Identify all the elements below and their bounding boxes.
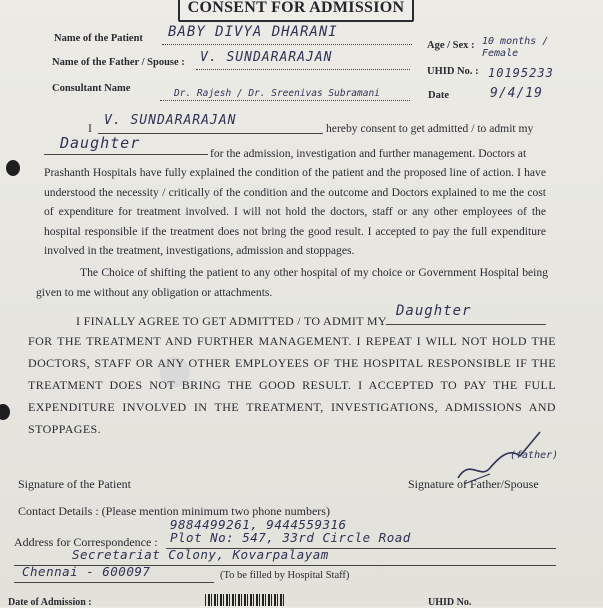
address-line-2: Secretariat Colony, Kovarpalayam [72, 547, 329, 562]
father-signature-note: (father) [510, 450, 559, 461]
consent-paragraph-1: Prashanth Hospitals have fully explained the condition of the patient and the proposed line of action. I have understood the necessity / critically of the condition and the outcome and Doctors explained to me the cost of expenditure for treatment involved. I will not hold the doctors, staff or any other employees of the hospital responsible if the treatment does not bring the good result. I accepted to pay the full expenditure involved in the treatment, investigations, admission and stoppages. [44, 166, 546, 258]
contact-details-label: Contact Details : (Please mention minimum two phone numbers) [18, 504, 330, 518]
date-value: 9/4/19 [490, 86, 543, 101]
consent-paragraph-2: The Choice of shifting the patient to any other hospital of my choice or Government Hospital being given to me without any obligation or attachments. [36, 266, 548, 299]
consent-relation-line [44, 154, 208, 155]
agree-relation-value: Daughter [396, 303, 472, 319]
date-label: Date [428, 90, 449, 101]
uhid-label: UHID No. : [427, 66, 479, 77]
patient-name-label: Name of the Patient [54, 33, 143, 44]
agreement-caps-paragraph: FOR THE TREATMENT AND FURTHER MANAGEMENT. I REPEAT I WILL NOT HOLD THE DOCTORS, STAFF OR ANY OTHER EMPLOYEES OF THE HOSPITAL RESPONSIBLE IF THE TREATMENT DOES NOT BRING THE GOOD RESULT. I ACCEPTED TO PAY THE FULL EXPENDITURE INVOLVED IN THE TREATMENT, INVESTIGATIONS, ADMISSIONS AND STOPPAGES. [28, 334, 556, 436]
patient-signature-label: Signature of the Patient [18, 477, 131, 491]
form-title: CONSENT FOR ADMISSION [178, 0, 414, 22]
agree-relation-line [386, 324, 546, 325]
consultant-label: Consultant Name [52, 83, 131, 94]
address-line-3: Chennai - 600097 [22, 564, 151, 579]
patient-name-value: BABY DIVYA DHARANI [168, 24, 338, 40]
consent-relation-value: Daughter [60, 134, 141, 152]
contact-phones: 9884499261, 9444559316 [170, 517, 347, 532]
age-sex-label: Age / Sex : [427, 40, 475, 51]
consent-for-admission-text: for the admission, investigation and further management. Doctors at [210, 147, 527, 160]
age-sex-value: 10 months / Female [482, 36, 549, 59]
consultant-line [160, 100, 410, 101]
consultant-value: Dr. Rajesh / Dr. Sreenivas Subramani [174, 88, 380, 99]
consent-hereby-text: hereby consent to get admitted / to admit my [326, 122, 534, 135]
consent-i: I [88, 121, 92, 135]
punch-hole-bottom [0, 404, 10, 420]
uhid-value: 10195233 [488, 66, 554, 80]
address-line-1: Plot No: 547, 33rd Circle Road [170, 530, 411, 545]
staff-note: (To be filled by Hospital Staff) [220, 570, 350, 581]
date-of-admission-label: Date of Admission : [8, 597, 92, 608]
consent-name-value: V. SUNDARARAJAN [104, 113, 237, 128]
address-label: Address for Correspondence : [14, 535, 158, 549]
father-name-value: V. SUNDARARAJAN [200, 50, 333, 65]
father-signature-label: Signature of Father/Spouse [408, 477, 539, 491]
address-line-3-rule [14, 582, 214, 583]
barcode [205, 594, 285, 606]
agree-prefix-text: I FINALLY AGREE TO GET ADMITTED / TO ADMIT MY [76, 314, 387, 328]
uhid-bottom-label: UHID No. [428, 597, 472, 608]
father-name-line [196, 69, 410, 70]
father-name-label: Name of the Father / Spouse : [52, 57, 185, 68]
patient-name-line [162, 44, 412, 45]
punch-hole-top [6, 160, 20, 176]
watermark: ● [126, 331, 216, 409]
